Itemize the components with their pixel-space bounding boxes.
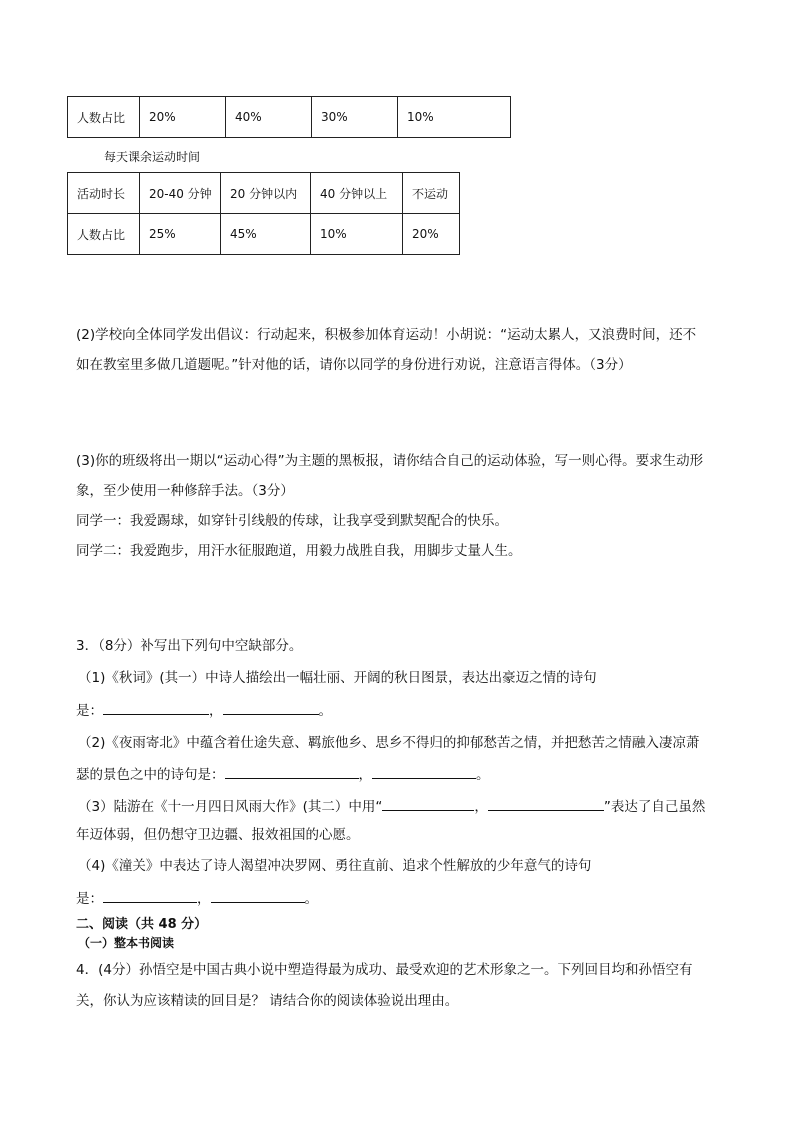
- period: 。: [318, 703, 332, 719]
- q3-s3-prefix: （3）陆游在《十一月四日风雨大作》(其二）中用“: [78, 799, 383, 815]
- table-header-cell: 不运动: [403, 173, 460, 214]
- answer-blank[interactable]: [382, 797, 474, 811]
- table-cell: 人数占比: [68, 97, 140, 138]
- table-cell: 25%: [140, 214, 221, 255]
- q3-s4-prefix: 是：: [76, 891, 103, 907]
- table-cell: 20%: [403, 214, 460, 255]
- table-cell: 10%: [311, 214, 403, 255]
- table-header-cell: 20-40 分钟: [140, 173, 221, 214]
- q3-s1-prefix: 是：: [76, 703, 103, 719]
- separator: ，: [358, 767, 372, 783]
- table-header-cell: 20 分钟以内: [221, 173, 311, 214]
- q2-3-line2: 象，至少使用一种修辞手法。（3分）: [76, 483, 294, 499]
- table-caption: 每天课余运动时间: [104, 150, 201, 164]
- q2-3-example2: 同学二：我爱跑步，用汗水征服跑道，用毅力战胜自我，用脚步丈量人生。: [76, 543, 522, 559]
- q3-s2-answer-line: [76, 765, 490, 784]
- table-cell: 40%: [226, 97, 312, 138]
- q3-s2-prefix: 瑟的景色之中的诗句是：: [76, 767, 225, 783]
- ratio-table-1: [67, 96, 511, 138]
- answer-blank[interactable]: [372, 765, 476, 779]
- table-header-cell: 活动时长: [68, 173, 140, 214]
- q4-line1: 4．(4分）孙悟空是中国古典小说中塑造得最为成功、最受欢迎的艺术形象之一。下列回目均和孙悟空有: [76, 962, 693, 978]
- section-heading: 二、阅读（共 48 分）: [76, 917, 208, 932]
- q3-s1-line1: （1)《秋词》(其一）中诗人描绘出一幅壮丽、开阔的秋日图景，表达出豪迈之情的诗句: [78, 670, 597, 686]
- q2-2-line1: (2)学校向全体同学发出倡议：行动起来，积极参加体育运动！小胡说：“运动太累人，又浪费时间，还不: [76, 327, 697, 343]
- separator: ，: [197, 891, 211, 907]
- q3-s3-line1: [78, 797, 705, 816]
- exercise-time-table: [67, 172, 460, 255]
- separator: ，: [474, 799, 488, 815]
- answer-blank[interactable]: [223, 701, 319, 715]
- table-header-row: [68, 173, 460, 214]
- separator: ，: [209, 703, 223, 719]
- q3-s3-line2: 年迈体弱，但仍想守卫边疆、报效祖国的心愿。: [76, 827, 360, 843]
- answer-blank[interactable]: [211, 889, 305, 903]
- subsection-heading: （一）整本书阅读: [78, 936, 175, 950]
- q2-3-example1: 同学一：我爱踢球，如穿针引线般的传球，让我享受到默契配合的快乐。: [76, 513, 508, 529]
- q3-title: 3．（8分）补写出下列句中空缺部分。: [76, 638, 303, 654]
- table-cell: 30%: [312, 97, 398, 138]
- q2-2-line2: 如在教室里多做几道题呢。”针对他的话，请你以同学的身份进行劝说，注意语言得体。（3分）: [76, 357, 632, 373]
- q4-line2: 关，你认为应该精读的回目是？ 请结合你的阅读体验说出理由。: [76, 993, 459, 1009]
- q2-3-line1: (3)你的班级将出一期以“运动心得”为主题的黑板报，请你结合自己的运动体验，写一则心得。要求生动形: [76, 453, 704, 469]
- table-cell: 45%: [221, 214, 311, 255]
- table-row: [68, 214, 460, 255]
- answer-blank[interactable]: [225, 765, 359, 779]
- table-cell: 10%: [398, 97, 511, 138]
- q3-s4-answer-line: [76, 889, 318, 908]
- q3-s2-line1: （2)《夜雨寄北》中蕴含着仕途失意、羁旅他乡、思乡不得归的抑郁愁苦之情，并把愁苦之情融入凄凉萧: [78, 735, 700, 751]
- answer-blank[interactable]: [488, 797, 604, 811]
- table-row: [68, 97, 511, 138]
- q3-s4-line1: （4)《潼关》中表达了诗人渴望冲决罗网、勇往直前、追求个性解放的少年意气的诗句: [78, 858, 592, 874]
- period: 。: [304, 891, 318, 907]
- period: 。: [476, 767, 490, 783]
- table-cell: 20%: [140, 97, 226, 138]
- table-cell: 人数占比: [68, 214, 140, 255]
- q3-s1-answer-line: [76, 701, 332, 720]
- q3-s3-suffix: ”表达了自己虽然: [603, 799, 706, 815]
- table-header-cell: 40 分钟以上: [311, 173, 403, 214]
- answer-blank[interactable]: [103, 889, 197, 903]
- answer-blank[interactable]: [103, 701, 209, 715]
